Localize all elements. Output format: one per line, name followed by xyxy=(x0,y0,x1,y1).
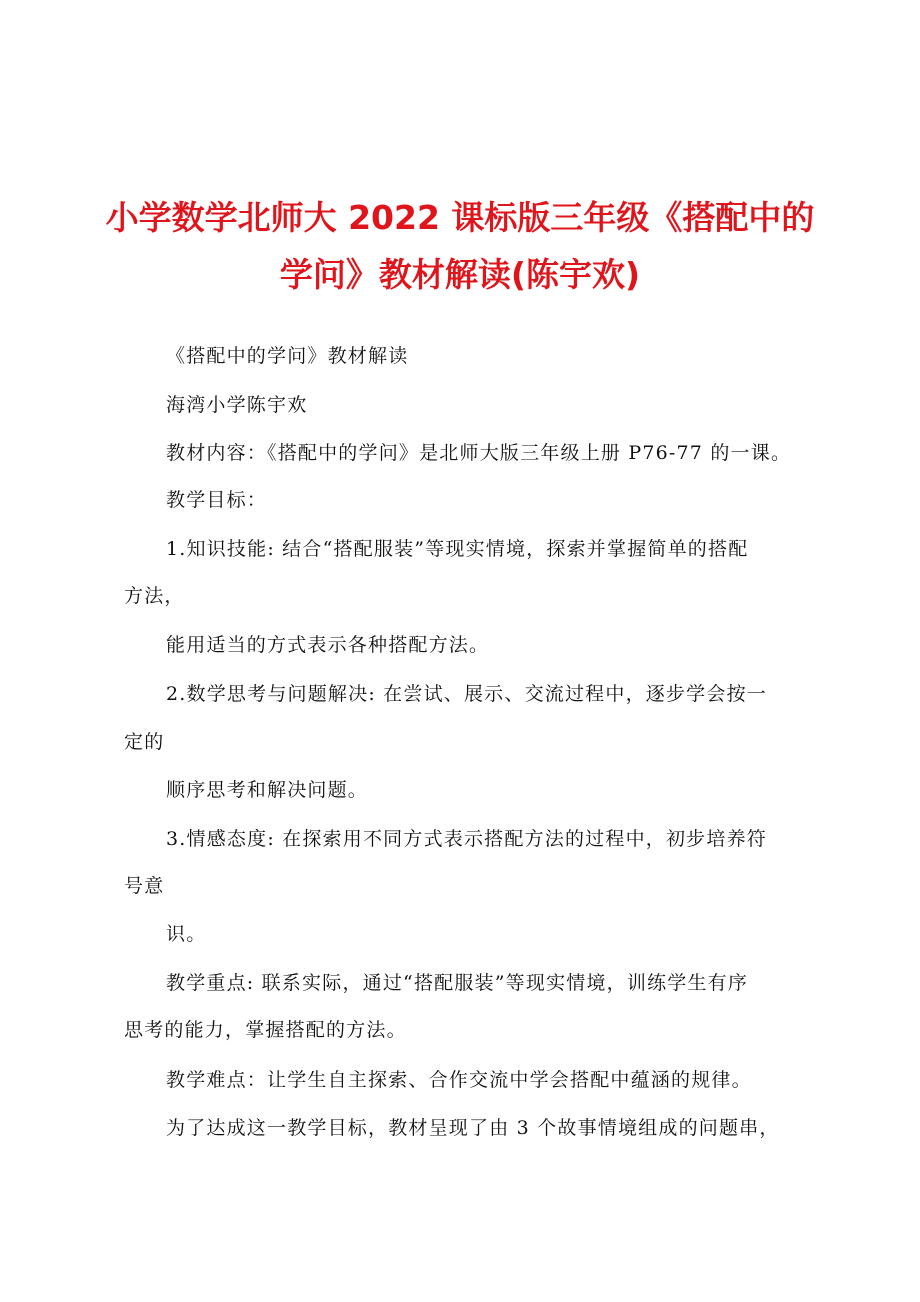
paragraph-line: 为了达成这一教学目标，教材呈现了由 3 个故事情境组成的问题串， xyxy=(166,1117,780,1139)
paragraph-line: 思考的能力，掌握搭配的方法。 xyxy=(124,1019,407,1041)
section-heading: 教学目标： xyxy=(166,489,268,511)
paragraph-line: 1.知识技能: 结合“搭配服装”等现实情境，探索并掌握简单的搭配 xyxy=(166,538,749,560)
paragraph-line: 识。 xyxy=(166,923,207,945)
paragraph-line: 号意 xyxy=(124,875,165,897)
paragraph-line: 教学重点: 联系实际，通过“搭配服装”等现实情境，训练学生有序 xyxy=(166,972,749,994)
paragraph-line: 2.数学思考与问题解决: 在尝试、展示、交流过程中，逐步学会按一 xyxy=(166,683,767,705)
author-line: 海湾小学陈宇欢 xyxy=(166,394,308,416)
document-title-line-1: 小学数学北师大 2022 课标版三年级《搭配中的 xyxy=(105,198,815,237)
paragraph-line: 教材内容：《搭配中的学问》是北师大版三年级上册 P76-77 的一课。 xyxy=(166,442,792,464)
paragraph-line: 定的 xyxy=(124,731,165,753)
paragraph-line: 3.情感态度: 在探索用不同方式表示搭配方法的过程中，初步培养符 xyxy=(166,828,767,850)
paragraph-line: 方法， xyxy=(124,585,185,607)
paragraph-line: 顺序思考和解决问题。 xyxy=(166,779,369,801)
paragraph-line: 教学难点：让学生自主探索、合作交流中学会搭配中蕴涵的规律。 xyxy=(166,1069,752,1091)
document-title-line-2: 学问》教材解读(陈宇欢) xyxy=(279,255,641,294)
subtitle-line: 《搭配中的学问》教材解读 xyxy=(166,345,409,367)
paragraph-line: 能用适当的方式表示各种搭配方法。 xyxy=(166,634,490,656)
